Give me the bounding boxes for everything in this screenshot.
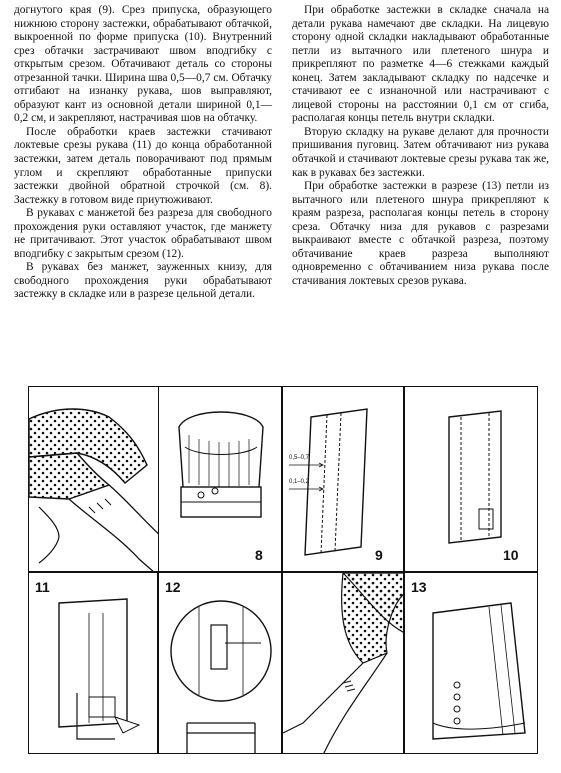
figure-number: 8 (255, 547, 263, 563)
dimension-label: 0,5–0,7 (289, 455, 310, 461)
figure-number: 12 (165, 579, 181, 595)
figure-9 (282, 386, 404, 572)
figure-number: 10 (503, 547, 519, 563)
figure-10 (404, 386, 538, 572)
figure-12 (158, 572, 282, 754)
paragraph: догнутого края (9). Срез припуска, образующего нижнюю сторону застежки, обрабатывают обтачкой, выкроенной по форме припуска (10). Внутренний срез обтачки застрачивают швом вподгибку с открытым срезом. Обтачивают деталь со стороны отрезанной тачки. Ширина шва 0,5—0,7 см. Обтачку отгибают на изнанку рукава, шов выправляют, образуют кант из основной детали шириной 0,1—0,2 см, и закрепляют, настрачивая шов на обтачку. (14, 4, 272, 125)
paragraph: После обработки краев застежки стачивают локтевые срезы рукава (11) до конца обработанной застежки, затем деталь поворачивают под прямым углом и скрепляют обработанные припуски застежки двойной обратной строчкой (см. 8). Застежку в готовом виде приутюживают. (14, 125, 272, 206)
paragraph: В рукавах с манжетой без разреза для свободного прохождения руки оставляют участок, где манжету не притачивают. Этот участок обрабатывают швом вподгибку с закрытым срезом (12). (14, 207, 272, 260)
dimension-label: 0,1–0,2 (289, 479, 310, 485)
figure-number: 13 (411, 579, 427, 595)
paragraph: В рукавах без манжет, зауженных книзу, для свободного прохождения руки обрабатывают застежку в складке или в разрезе цельной детали. (14, 261, 272, 301)
illustration-arm-sleeve (28, 386, 172, 572)
figure-13 (404, 572, 538, 754)
figure-number: 9 (375, 547, 383, 563)
illustration-arm-loops (282, 572, 404, 754)
paragraph: Вторую складку на рукаве делают для прочности пришивания пуговиц. Затем обтачивают низ рукава обтачкой и стачивают локтевые срезы рукава так же, как в рукавах без застежки. (292, 125, 549, 179)
paragraph: При обработке застежки в складке сначала на детали рукава намечают две складки. На лицевую сторону одной складки накладывают обработанные петли из вытачного или плетеного шнура и прикрепляют по разметке 4—6 стежками каждый конец. Затем закладывают складку по надсечке и стачивают ее с изнаночной или настрачивают с лицевой стороны на расстоянии 0,1 см от сгиба, располагая концы петель внутри складки. (292, 4, 549, 125)
figure-number: 11 (35, 579, 50, 595)
figure-8 (158, 386, 282, 572)
figure-11 (28, 572, 158, 754)
paragraph: При обработке застежки в разрезе (13) петли из вытачного или плетеного шнура прикрепляют к краям разреза, располагая концы петель в сторону среза. Обтачку низа для рукавов с разрезами выкраивают вместе с обтачкой разреза, поэтому обтачивание краев разреза выполняют одновременно с обтачиванием низа рукава после стачивания локтевых срезов рукава. (292, 180, 549, 287)
